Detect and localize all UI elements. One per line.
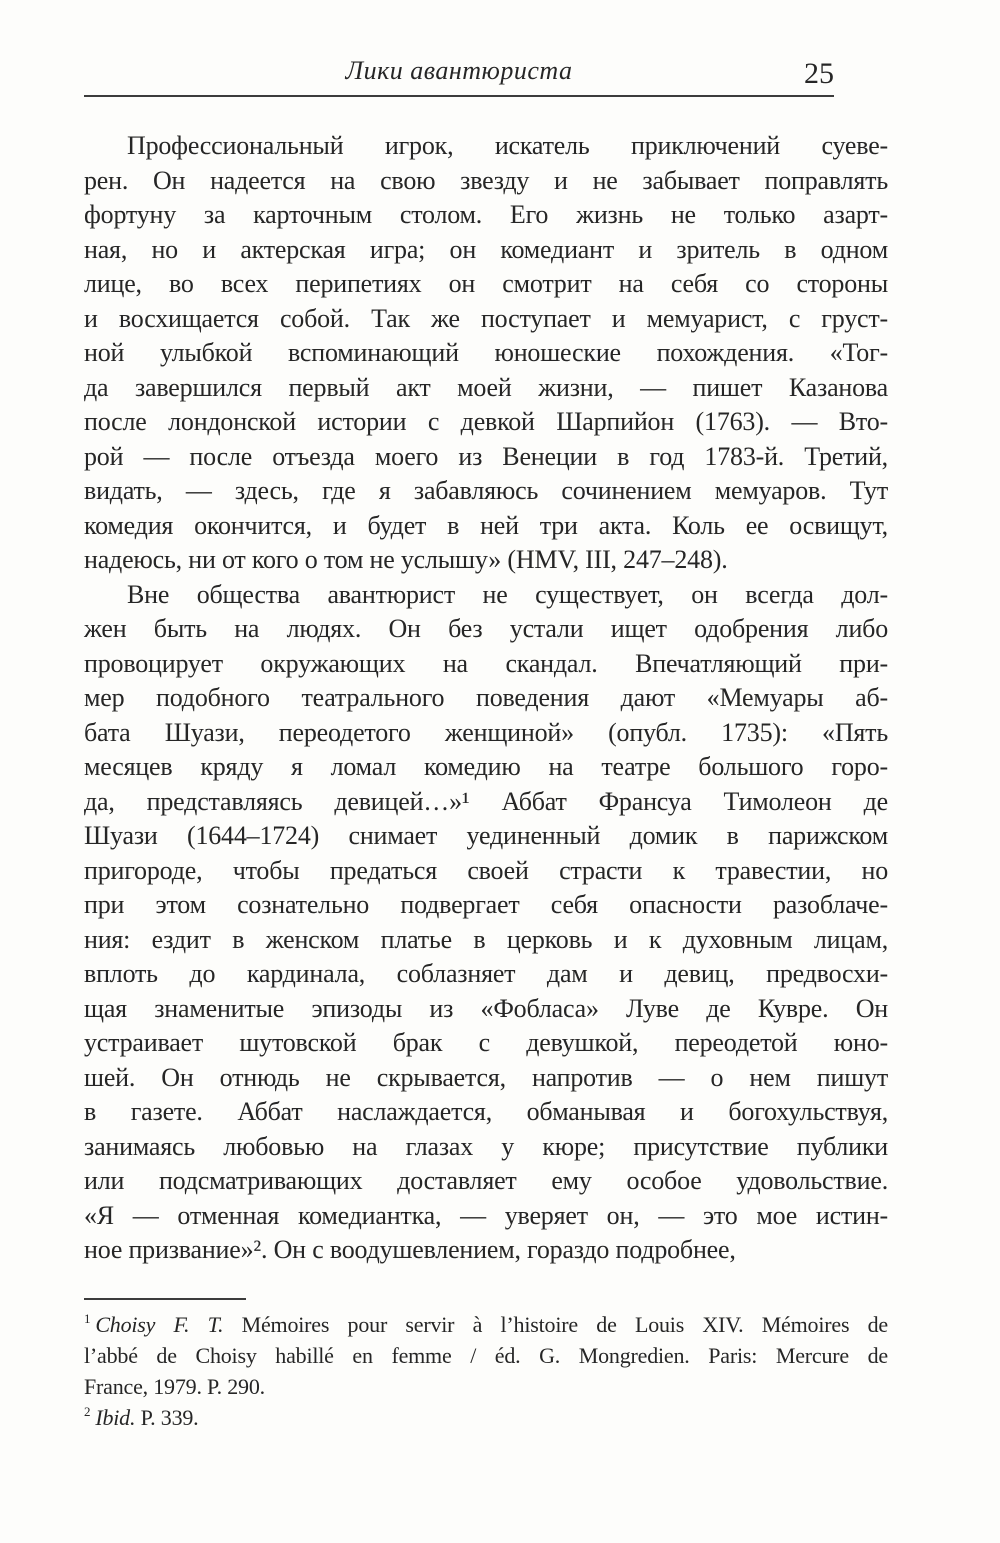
text-line: щая знаменитые эпизоды из «Фобласа» Луве де Кувре. Он (84, 993, 888, 1023)
text-line: ния: ездит в женском платье в церковь и к духовным лицам, (84, 924, 888, 954)
text-line: ная, но и актерская игра; он комедиант и зритель в одном (84, 234, 888, 264)
text-line: мер подобного театрального поведения дают «Мемуары аб- (84, 683, 888, 712)
footnote-source-italic: Ibid. (95, 1404, 136, 1430)
footnote-2 (84, 1402, 888, 1433)
footnotes-section (84, 1298, 888, 1433)
text-line: вплоть до кардинала, соблазняет дам и девиц, предвосхи- (84, 959, 888, 988)
text-line: видать, — здесь, где я забавляюсь сочинением мемуаров. Тут (84, 476, 888, 505)
running-header-title: Лики авантюриста (345, 56, 573, 85)
text-line: пригороде, чтобы предаться своей страсти к травестии, но (84, 855, 888, 885)
footnote-marker: 1 (84, 1311, 91, 1327)
text-line: после лондонской истории с девкой Шарпийон (1763). — Вто- (84, 407, 888, 436)
text-line: или подсматривающих доставляет ему особое удовольствие. (84, 1166, 888, 1195)
text-line: лице, во всех перипетиях он смотрит на себя со стороны (84, 269, 888, 298)
footnote-marker: 2 (84, 1404, 91, 1420)
text-line: при этом сознательно подвергает себя опасности разоблаче- (84, 890, 888, 919)
text-line: в газете. Аббат наслаждается, обманывая и богохульствуя, (84, 1097, 888, 1126)
footnote-text: P. 339. (140, 1404, 199, 1430)
text-line: рой — после отъезда моего из Венеции в год 1783-й. Третий, (84, 441, 888, 471)
text-block (84, 56, 888, 1433)
text-line: шей. Он отнюдь не скрывается, напротив — о нем пишут (84, 1062, 888, 1092)
footnote-text: Mémoires pour servir à l’histoire de Louis XIV. Mémoires de (241, 1311, 888, 1337)
running-header (84, 56, 834, 97)
text-line: рен. Он надеется на свою звезду и не забывает поправлять (84, 165, 888, 195)
text-line: провоцирует окружающих на скандал. Впечатляющий при- (84, 648, 888, 678)
text-line: надеюсь, ни от кого о том не услышу» (HMV, III, 247–248). (84, 545, 728, 574)
footnote-separator-rule (84, 1298, 246, 1300)
text-line: да завершился первый акт моей жизни, — пишет Казанова (84, 372, 888, 402)
footnote-line (84, 1309, 888, 1340)
text-line: «Я — отменная комедиантка, — уверяет он, — это мое истин- (84, 1200, 888, 1230)
text-line: месяцев кряду я ломал комедию на театре большого горо- (84, 752, 888, 781)
body-text (84, 129, 888, 1268)
text-line: ной улыбкой вспоминающий юношеские похождения. «Тог- (84, 338, 888, 367)
footnote-line: France, 1979. P. 290. (84, 1373, 265, 1399)
text-line: фортуну за карточным столом. Его жизнь не только азарт- (84, 200, 888, 229)
text-line: да, представляясь девицей…»¹ Аббат Франсуа Тимолеон де (84, 786, 888, 816)
text-line: и восхищается собой. Так же поступает и мемуарист, с груст- (84, 303, 888, 333)
text-line: комедия окончится, и будет в ней три акта. Коль ее освищут, (84, 510, 888, 540)
text-line: жен быть на людях. Он без устали ищет одобрения либо (84, 614, 888, 643)
footnote-author-italic: Choisy F. T. (95, 1311, 224, 1337)
paragraph-1 (84, 129, 888, 578)
text-line: Шуази (1644–1724) снимает уединенный домик в парижском (84, 821, 888, 850)
text-line: бата Шуази, переодетого женщиной» (опубл. 1735): «Пять (84, 717, 888, 747)
footnote-line: l’abbé de Choisy habillé en femme / éd. G. Mongredien. Paris: Mercure de (84, 1342, 888, 1368)
text-line: Вне общества авантюрист не существует, он всегда дол- (127, 579, 888, 609)
paragraph-2 (84, 578, 888, 1268)
text-line: устраивает шутовской брак с девушкой, переодетой юно- (84, 1028, 888, 1057)
text-line: занимаясь любовью на глазах у кюре; присутствие публики (84, 1131, 888, 1161)
text-line: ное призвание»². Он с воодушевлением, гораздо подробнее, (84, 1235, 736, 1264)
page-number: 25 (804, 57, 834, 90)
footnote-1 (84, 1309, 888, 1402)
text-line: Профессиональный игрок, искатель приключений суеве- (127, 131, 888, 160)
footnote-line (84, 1402, 888, 1433)
